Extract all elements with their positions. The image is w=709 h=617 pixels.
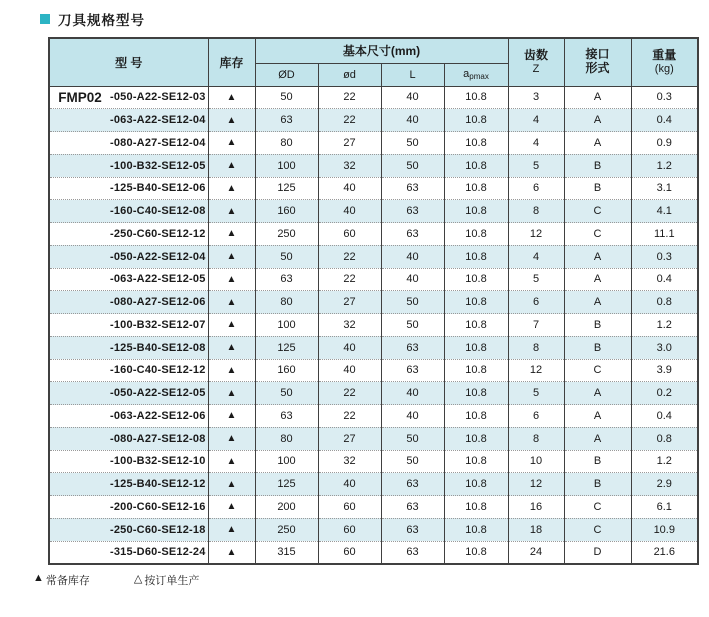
model-cell [49,518,208,541]
od-inner-cell: 40 [318,473,381,496]
stock-cell: ▲ [208,132,255,155]
header-weight-cn: 重量 [652,48,677,63]
interface-cell: C [564,359,631,382]
od-inner-cell: 32 [318,314,381,337]
length-cell: 63 [381,223,444,246]
header-ap-subscript: pmax [469,72,489,81]
apmax-cell: 10.8 [444,450,508,473]
header-stock: 库存 [208,38,255,86]
apmax-cell: 10.8 [444,223,508,246]
header-weight [631,38,698,86]
teeth-cell: 16 [508,496,564,519]
teeth-cell: 6 [508,405,564,428]
length-cell: 50 [381,314,444,337]
header-interface-line2: 形式 [585,61,610,76]
apmax-cell: 10.8 [444,245,508,268]
header-teeth-z: Z [532,62,540,75]
stock-cell: ▲ [208,154,255,177]
od-inner-cell: 40 [318,200,381,223]
model-number: -080-A27-SE12-06 [110,296,206,309]
interface-cell: B [564,314,631,337]
apmax-cell: 10.8 [444,109,508,132]
model-number: -063-A22-SE12-06 [110,409,206,422]
stock-cell: ▲ [208,541,255,564]
weight-cell: 4.1 [631,200,698,223]
interface-cell: A [564,245,631,268]
teeth-cell: 4 [508,245,564,268]
model-number: -080-A27-SE12-04 [110,136,206,149]
od-outer-cell: 125 [255,473,318,496]
table-row [49,177,698,200]
teeth-cell: 10 [508,450,564,473]
od-inner-cell: 60 [318,541,381,564]
weight-cell: 0.4 [631,109,698,132]
section-title [40,9,709,29]
length-cell: 63 [381,336,444,359]
length-cell: 50 [381,291,444,314]
interface-cell: C [564,223,631,246]
od-outer-cell: 50 [255,86,318,109]
model-cell [49,154,208,177]
od-inner-cell: 27 [318,291,381,314]
interface-cell: A [564,109,631,132]
model-cell [49,132,208,155]
apmax-cell: 10.8 [444,405,508,428]
table-row [49,245,698,268]
length-cell: 40 [381,405,444,428]
table-row [49,109,698,132]
teeth-cell: 7 [508,314,564,337]
weight-cell: 6.1 [631,496,698,519]
teeth-cell: 12 [508,473,564,496]
od-outer-cell: 63 [255,405,318,428]
model-cell [49,245,208,268]
length-cell: 50 [381,450,444,473]
od-inner-cell: 27 [318,132,381,155]
table-row [49,314,698,337]
model-number: -200-C60-SE12-16 [110,500,206,513]
model-cell [49,496,208,519]
od-outer-cell: 160 [255,200,318,223]
weight-cell: 0.4 [631,268,698,291]
teeth-cell: 4 [508,109,564,132]
teeth-cell: 12 [508,223,564,246]
model-number: -250-C60-SE12-18 [110,523,206,536]
table-row [49,132,698,155]
model-cell [49,223,208,246]
apmax-cell: 10.8 [444,291,508,314]
title-square-icon [40,14,50,24]
table-row [49,291,698,314]
model-cell [49,359,208,382]
table-row [49,336,698,359]
teeth-cell: 4 [508,132,564,155]
od-inner-cell: 32 [318,450,381,473]
model-number: -250-C60-SE12-12 [110,227,206,240]
table-row [49,154,698,177]
outline-triangle-icon: △ [133,572,143,585]
header-teeth-cn: 齿数 [524,48,549,63]
od-inner-cell: 40 [318,177,381,200]
od-outer-cell: 250 [255,518,318,541]
apmax-cell: 10.8 [444,336,508,359]
weight-cell: 3.1 [631,177,698,200]
header-interface [564,38,631,86]
apmax-cell: 10.8 [444,473,508,496]
header-apmax [444,63,508,86]
length-cell: 63 [381,177,444,200]
length-cell: 63 [381,200,444,223]
stock-cell: ▲ [208,450,255,473]
model-number: -160-C40-SE12-12 [110,364,206,377]
weight-cell: 21.6 [631,541,698,564]
apmax-cell: 10.8 [444,132,508,155]
table-row [49,541,698,564]
length-cell: 40 [381,245,444,268]
length-cell: 40 [381,268,444,291]
od-outer-cell: 100 [255,450,318,473]
od-inner-cell: 22 [318,382,381,405]
interface-cell: A [564,132,631,155]
interface-cell: B [564,336,631,359]
model-number: -050-A22-SE12-04 [110,250,206,263]
apmax-cell: 10.8 [444,154,508,177]
weight-cell: 1.2 [631,450,698,473]
model-number: -125-B40-SE12-08 [110,341,206,354]
od-inner-cell: 22 [318,86,381,109]
table-row [49,473,698,496]
table-row [49,223,698,246]
interface-cell: B [564,177,631,200]
header-ap-base: a [463,68,470,80]
model-cell [49,177,208,200]
weight-cell: 3.9 [631,359,698,382]
weight-cell: 2.9 [631,473,698,496]
page-title: 刀具规格型号 [58,13,145,28]
stock-cell: ▲ [208,473,255,496]
apmax-cell: 10.8 [444,518,508,541]
interface-cell: C [564,496,631,519]
model-cell [49,109,208,132]
interface-cell: C [564,200,631,223]
table-row [49,359,698,382]
stock-cell: ▲ [208,109,255,132]
length-cell: 63 [381,496,444,519]
model-cell [49,291,208,314]
interface-cell: A [564,382,631,405]
teeth-cell: 24 [508,541,564,564]
length-cell: 63 [381,473,444,496]
stock-cell: ▲ [208,291,255,314]
stock-cell: ▲ [208,200,255,223]
od-outer-cell: 63 [255,109,318,132]
apmax-cell: 10.8 [444,314,508,337]
header-length: L [381,63,444,86]
apmax-cell: 10.8 [444,359,508,382]
legend-made-to-order-label: 按订单生产 [144,574,200,587]
od-outer-cell: 160 [255,359,318,382]
od-inner-cell: 22 [318,268,381,291]
teeth-cell: 5 [508,268,564,291]
length-cell: 40 [381,109,444,132]
model-cell [49,405,208,428]
interface-cell: A [564,86,631,109]
length-cell: 50 [381,132,444,155]
length-cell: 63 [381,541,444,564]
od-outer-cell: 80 [255,291,318,314]
stock-cell: ▲ [208,518,255,541]
table-row [49,405,698,428]
model-cell [49,336,208,359]
od-outer-cell: 50 [255,382,318,405]
interface-cell: A [564,405,631,428]
model-number: -063-A22-SE12-04 [110,114,206,127]
weight-cell: 0.4 [631,405,698,428]
model-number: -315-D60-SE12-24 [110,546,206,559]
teeth-cell: 8 [508,200,564,223]
weight-cell: 0.8 [631,427,698,450]
weight-cell: 11.1 [631,223,698,246]
model-number: -125-B40-SE12-06 [110,182,206,195]
length-cell: 50 [381,154,444,177]
interface-cell: B [564,450,631,473]
length-cell: 40 [381,86,444,109]
length-cell: 63 [381,518,444,541]
stock-cell: ▲ [208,382,255,405]
od-inner-cell: 22 [318,405,381,428]
stock-cell: ▲ [208,496,255,519]
model-cell [49,268,208,291]
table-row [49,382,698,405]
od-inner-cell: 32 [318,154,381,177]
header-model: 型 号 [49,38,208,86]
od-inner-cell: 22 [318,109,381,132]
apmax-cell: 10.8 [444,268,508,291]
apmax-cell: 10.8 [444,86,508,109]
interface-cell: D [564,541,631,564]
model-cell [49,86,208,109]
stock-cell: ▲ [208,336,255,359]
model-number: -160-C40-SE12-08 [110,205,206,218]
header-weight-unit: (kg) [654,62,674,75]
teeth-cell: 8 [508,336,564,359]
teeth-cell: 18 [508,518,564,541]
teeth-cell: 6 [508,291,564,314]
od-outer-cell: 100 [255,154,318,177]
weight-cell: 0.3 [631,86,698,109]
apmax-cell: 10.8 [444,382,508,405]
weight-cell: 3.0 [631,336,698,359]
legend [33,572,709,588]
header-basic-size: 基本尺寸(mm) [255,38,508,63]
model-cell [49,450,208,473]
stock-cell: ▲ [208,86,255,109]
stock-cell: ▲ [208,314,255,337]
weight-cell: 0.2 [631,382,698,405]
table-header [49,38,698,86]
od-outer-cell: 63 [255,268,318,291]
od-inner-cell: 27 [318,427,381,450]
model-number: -100-B32-SE12-05 [110,159,206,172]
teeth-cell: 8 [508,427,564,450]
od-outer-cell: 50 [255,245,318,268]
model-number: -050-A22-SE12-05 [110,387,206,400]
apmax-cell: 10.8 [444,496,508,519]
model-cell [49,541,208,564]
od-inner-cell: 60 [318,518,381,541]
length-cell: 50 [381,427,444,450]
stock-cell: ▲ [208,427,255,450]
weight-cell: 0.8 [631,291,698,314]
series-prefix: FMP02 [58,89,102,105]
apmax-cell: 10.8 [444,177,508,200]
table-row [49,496,698,519]
model-cell [49,382,208,405]
table-row [49,450,698,473]
interface-cell: A [564,268,631,291]
length-cell: 40 [381,382,444,405]
od-outer-cell: 100 [255,314,318,337]
stock-cell: ▲ [208,177,255,200]
model-cell [49,427,208,450]
model-number: -080-A27-SE12-08 [110,432,206,445]
od-outer-cell: 80 [255,132,318,155]
od-outer-cell: 80 [255,427,318,450]
filled-triangle-icon: ▲ [33,571,44,584]
od-outer-cell: 250 [255,223,318,246]
od-outer-cell: 125 [255,177,318,200]
apmax-cell: 10.8 [444,427,508,450]
weight-cell: 0.3 [631,245,698,268]
length-cell: 63 [381,359,444,382]
model-number: -050-A22-SE12-03 [110,91,206,104]
weight-cell: 1.2 [631,154,698,177]
table-row [49,518,698,541]
header-od-outer: ØD [255,63,318,86]
header-od-inner: ød [318,63,381,86]
header-teeth [508,38,564,86]
od-outer-cell: 125 [255,336,318,359]
model-cell [49,314,208,337]
od-inner-cell: 40 [318,336,381,359]
interface-cell: A [564,291,631,314]
od-inner-cell: 60 [318,223,381,246]
table-row [49,200,698,223]
teeth-cell: 5 [508,154,564,177]
legend-in-stock-label: 常备库存 [45,574,90,587]
stock-cell: ▲ [208,359,255,382]
teeth-cell: 12 [508,359,564,382]
interface-cell: B [564,154,631,177]
apmax-cell: 10.8 [444,200,508,223]
model-number: -100-B32-SE12-07 [110,318,206,331]
weight-cell: 1.2 [631,314,698,337]
weight-cell: 10.9 [631,518,698,541]
od-outer-cell: 315 [255,541,318,564]
model-number: -125-B40-SE12-12 [110,478,206,491]
header-interface-line1: 接口 [585,47,610,62]
table-row [49,86,698,109]
table-body [49,86,698,564]
model-number: -063-A22-SE12-05 [110,273,206,286]
table-row [49,427,698,450]
legend-in-stock [33,572,90,588]
model-number: -100-B32-SE12-10 [110,455,206,468]
stock-cell: ▲ [208,223,255,246]
teeth-cell: 5 [508,382,564,405]
interface-cell: C [564,518,631,541]
teeth-cell: 6 [508,177,564,200]
legend-made-to-order [134,572,199,588]
apmax-cell: 10.8 [444,541,508,564]
od-outer-cell: 200 [255,496,318,519]
teeth-cell: 3 [508,86,564,109]
interface-cell: B [564,473,631,496]
od-inner-cell: 40 [318,359,381,382]
interface-cell: A [564,427,631,450]
model-cell [49,200,208,223]
stock-cell: ▲ [208,245,255,268]
stock-cell: ▲ [208,405,255,428]
weight-cell: 0.9 [631,132,698,155]
spec-table [48,37,699,565]
od-inner-cell: 22 [318,245,381,268]
model-cell [49,473,208,496]
stock-cell: ▲ [208,268,255,291]
od-inner-cell: 60 [318,496,381,519]
table-row [49,268,698,291]
